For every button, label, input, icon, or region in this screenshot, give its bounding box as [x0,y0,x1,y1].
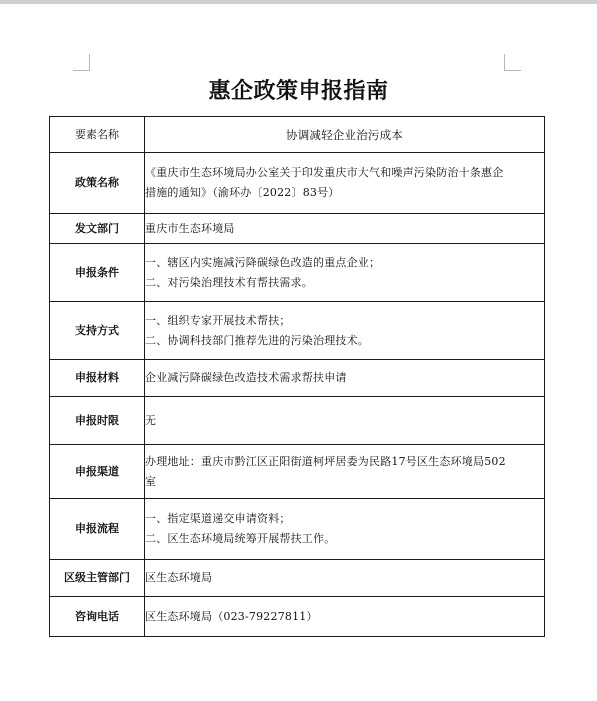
row-label: 申报材料 [50,360,145,397]
row-value: 区生态环境局（023-79227811） [145,597,545,637]
row-label: 支持方式 [50,302,145,360]
value-line: 二、对污染治理技术有帮扶需求。 [145,275,313,289]
value-line: 一、组织专家开展技术帮扶； [145,313,291,327]
table-row [50,244,545,302]
row-label: 要素名称 [50,117,145,153]
row-label: 申报时限 [50,397,145,445]
value-line: 措施的通知》（渝环办〔2022〕83号） [145,186,340,199]
policy-guide-table [49,116,545,637]
row-value: 区生态环境局 [145,560,545,597]
row-value: 无 [145,397,545,445]
table-row [50,117,545,153]
value-line: 二、协调科技部门推荐先进的污染治理技术。 [145,333,369,347]
value-line: 一、辖区内实施减污降碳绿色改造的重点企业； [145,255,381,269]
document-title: 惠企政策申报指南 [208,78,389,104]
table-row [50,499,545,560]
table-row [50,153,545,214]
row-value: 企业减污降碳绿色改造技术需求帮扶申请 [145,360,545,397]
page-top-edge [0,0,597,4]
value-line: 室 [145,474,157,488]
margin-corner-mark-right [504,54,521,71]
row-value [145,153,545,214]
table-row [50,302,545,360]
row-value: 重庆市生态环境局 [145,214,545,244]
row-value [145,499,545,560]
table-row [50,560,545,597]
table-row [50,597,545,637]
row-label: 申报流程 [50,499,145,560]
table-row [50,397,545,445]
table-row [50,445,545,499]
row-value: 协调减轻企业治污成本 [145,117,545,153]
row-value [145,244,545,302]
row-label: 申报渠道 [50,445,145,499]
row-label: 申报条件 [50,244,145,302]
value-line: 一、指定渠道递交申请资料； [145,512,291,525]
row-label: 区级主管部门 [50,560,145,597]
row-label: 咨询电话 [50,597,145,637]
table-row [50,360,545,397]
row-value [145,445,545,499]
table-row [50,214,545,244]
value-line: 《重庆市生态环境局办公室关于印发重庆市大气和噪声污染防治十条惠企 [145,166,504,179]
row-label: 政策名称 [50,153,145,214]
value-line: 二、区生态环境局统筹开展帮扶工作。 [145,532,336,545]
row-label: 发文部门 [50,214,145,244]
row-value [145,302,545,360]
value-line: 办理地址：重庆市黔江区正阳街道柯坪居委为民路17号区生态环境局502 [145,454,506,468]
margin-corner-mark-left [73,54,90,71]
